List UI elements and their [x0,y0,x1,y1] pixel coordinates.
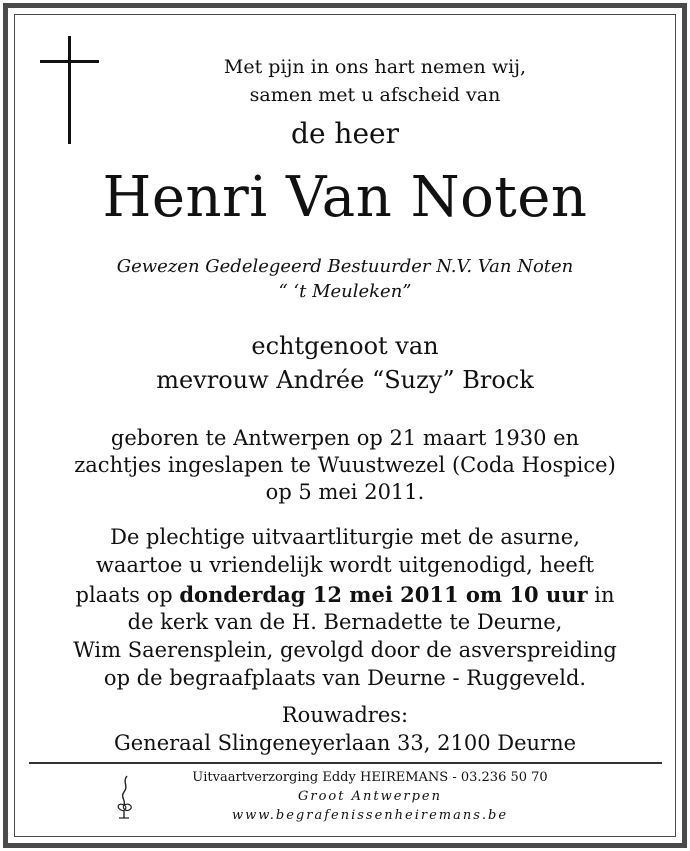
funeral-line-4: de kerk van de H. Bernadette te Deurne, [127,610,563,634]
intro-line-2: samen met u afscheid van [249,84,501,106]
undertaker-logo-icon [112,772,140,822]
footer-website: www.begrafenissenheiremans.be [231,808,509,823]
spouse-line-2: mevrouw Andrée “Suzy” Brock [156,366,534,394]
death-date-line: op 5 mei 2011. [265,480,425,504]
funeral-line-5: Wim Saerensplein, gevolgd door de asverspreiding [73,638,617,662]
funeral-date: donderdag 12 mei 2011 om 10 uur [179,582,588,607]
funeral-line-6: op de begraafplaats van Deurne - Ruggeveld. [103,666,587,690]
address-label: Rouwadres: [281,703,409,727]
death-line: zachtjes ingeslapen te Wuustwezel (Coda Hospice) [74,453,616,477]
funeral-line-1: De plechtige uitvaartliturgie met de asurne, [110,525,580,549]
intro-line-1: Met pijn in ons hart nemen wij, [223,56,527,78]
function-line-2: “ ‘t Meuleken” [278,281,412,302]
funeral-line-2: waartoe u vriendelijk wordt uitgenodigd, heeft [95,553,595,577]
birth-line: geboren te Antwerpen op 21 maart 1930 en [110,426,580,450]
address-value: Generaal Slingeneyerlaan 33, 2100 Deurne [113,731,577,755]
footer-region: Groot Antwerpen [297,789,443,804]
spouse-line-1: echtgenoot van [251,332,439,360]
funeral-line-3-pre: plaats op [75,583,180,607]
funeral-line-3 [0,582,690,607]
footer-divider [29,762,662,764]
footer-company: Uitvaartverzorging Eddy HEIREMANS - 03.236 50 70 [192,770,548,785]
deceased-name: Henri Van Noten [102,165,588,230]
funeral-line-3-post: in [587,583,615,607]
function-line-1: Gewezen Gedelegeerd Bestuurder N.V. Van Noten [116,256,574,277]
honorific: de heer [291,117,399,150]
